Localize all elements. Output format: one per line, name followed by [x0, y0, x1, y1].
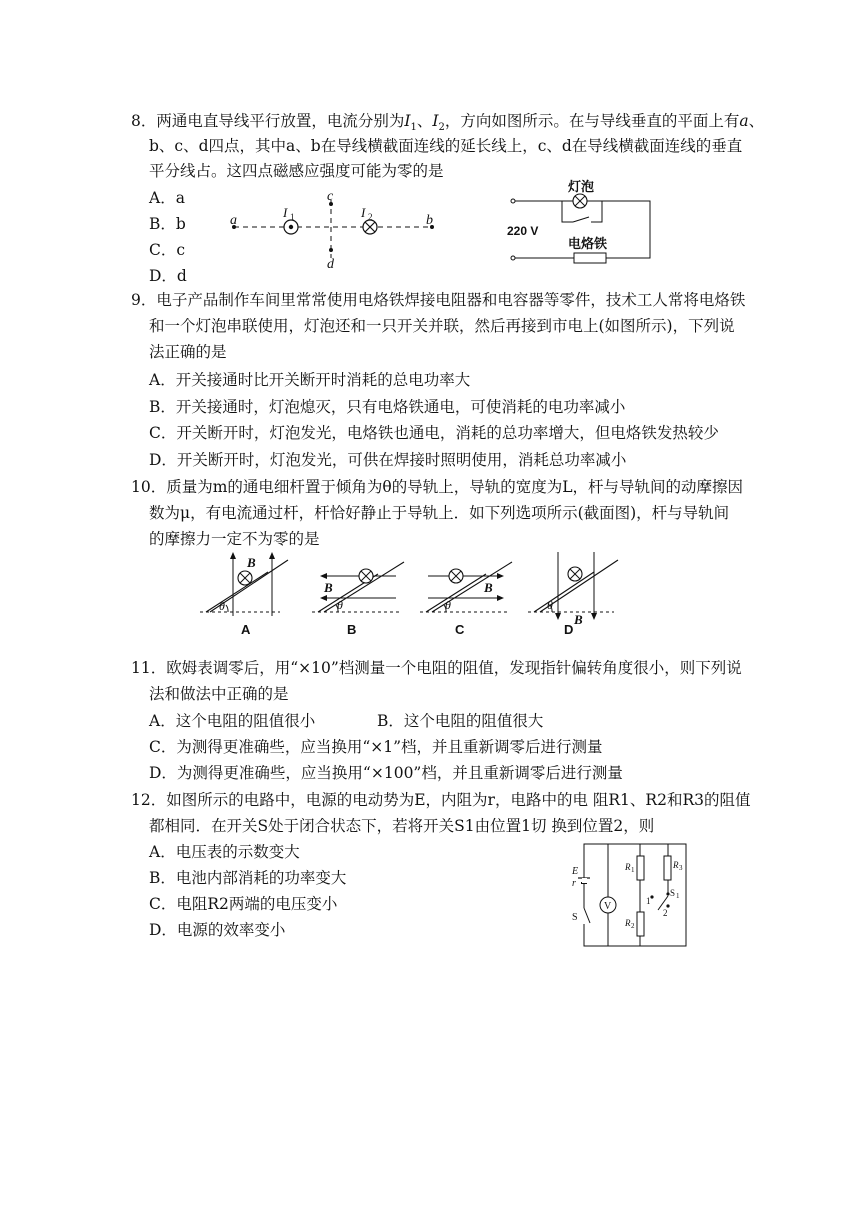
q12-option-a: A．电压表的示数变大 [149, 843, 300, 861]
svg-text:1: 1 [631, 866, 635, 874]
q10-line-3: 的摩擦力一定不为零的是 [149, 530, 320, 548]
q10-figure-b [312, 552, 412, 638]
fig-label-c: C [455, 622, 465, 637]
voltage-label: 220 V [507, 224, 539, 238]
q9-line-2: 和一个灯泡串联使用，灯泡还和一只开关并联，然后再接到市电上(如图所示)，下列说 [149, 317, 735, 335]
svg-text:B: B [484, 580, 493, 595]
q9-option-b: B．开关接通时，灯泡熄灭，只有电烙铁通电，可使消耗的电功率减小 [149, 398, 626, 416]
svg-text:θ: θ [547, 598, 553, 612]
switch-icon [573, 217, 589, 222]
label-b: b [426, 213, 433, 228]
resistor-r3 [664, 856, 671, 880]
q8-wires-figure [220, 186, 450, 272]
q12-option-b: B．电池内部消耗的功率变大 [149, 869, 347, 887]
q9-option-a: A．开关接通时比开关断开时消耗的总电功率大 [149, 371, 471, 389]
svg-text:B: B [247, 555, 256, 570]
q9-line-1: 9．电子产品制作车间里常常使用电烙铁焊接电阻器和电容器等零件，技术工人常将电烙铁 [131, 291, 746, 309]
svg-text:2: 2 [663, 908, 668, 918]
q8-option-a: A．a [149, 189, 185, 207]
q11-option-d: D．为测得更准确些，应当换用“×100”档，并且重新调零后进行测量 [149, 764, 623, 782]
q10-figure-a [200, 552, 290, 638]
svg-text:1: 1 [290, 212, 295, 222]
label-d: d [327, 257, 334, 272]
svg-text:θ: θ [337, 598, 343, 612]
q11-line-1: 11．欧姆表调零后，用“×10”档测量一个电阻的阻值，发现指针偏转角度很小，则下列说 [131, 659, 742, 677]
q8-option-d: D．d [149, 267, 187, 285]
q10-line-2: 数为μ，有电流通过杆，杆恰好静止于导轨上．如下列选项所示(截面图)，杆与导轨间 [149, 504, 730, 522]
q8-line-2: b、c、d四点，其中a、b在导线横截面连线的延长线上，c、d在导线横截面连线的垂直 [149, 137, 743, 155]
label-a: a [230, 213, 237, 228]
q10-line-1: 10．质量为m的通电细杆置于倾角为θ的导轨上，导轨的宽度为L，杆与导轨间的动摩擦因 [131, 478, 744, 496]
resistor-r2 [637, 912, 644, 936]
lamp-label: 灯泡 [568, 179, 595, 194]
svg-text:S: S [572, 912, 578, 923]
svg-text:1: 1 [676, 892, 680, 900]
q11-line-2: 法和做法中正确的是 [149, 685, 289, 703]
q11-option-c: C．为测得更准确些，应当换用“×1”档，并且重新调零后进行测量 [149, 738, 603, 756]
label-c: c [327, 189, 334, 204]
svg-text:S: S [670, 888, 676, 898]
iron-label: 电烙铁 [568, 236, 608, 251]
svg-text:R: R [625, 862, 631, 872]
svg-text:θ: θ [445, 598, 451, 612]
svg-text:r: r [572, 878, 576, 889]
q12-line-2: 都相同．在开关S处于闭合状态下，若将开关S1由位置1切 换到位置2，则 [149, 817, 655, 835]
q9-line-3: 法正确的是 [149, 343, 227, 361]
fig-label-b: B [347, 622, 357, 637]
svg-text:3: 3 [679, 864, 683, 872]
svg-text:V: V [604, 901, 612, 912]
svg-text:2: 2 [368, 212, 373, 222]
q8-option-b: B．b [149, 215, 186, 233]
q11-option-a: A．这个电阻的阻值很小 [149, 712, 316, 730]
svg-text:R: R [625, 918, 631, 928]
svg-text:θ: θ [219, 599, 225, 613]
q10-figure-d [528, 552, 623, 638]
svg-text:B: B [324, 580, 333, 595]
svg-text:B: B [574, 612, 583, 627]
q11-option-b: B．这个电阻的阻值很大 [377, 712, 544, 730]
q9-option-d: D．开关断开时，灯泡发光，可供在焊接时照明使用，消耗总功率减小 [149, 451, 627, 469]
fig-label-a: A [241, 622, 251, 637]
svg-text:E: E [572, 866, 579, 877]
q12-option-d: D．电源的效率变小 [149, 921, 286, 939]
svg-text:R: R [673, 860, 679, 870]
q8-line-3: 平分线占。这四点磁感应强度可能为零的是 [149, 162, 444, 180]
point-d [329, 248, 333, 252]
q12-line-1: 12．如图所示的电路中，电源的电动势为E，内阻为r，电路中的电 阻R1、R2和R3的阻值 [131, 791, 751, 809]
svg-text:2: 2 [631, 922, 635, 930]
q8-line-1: 8．两通电直导线平行放置，电流分别为$I_1$、$I_2$，方向如图所示。在与导线垂直的平面上有a、 [131, 112, 765, 134]
fig-label-d: D [564, 622, 574, 637]
label-I1: I [283, 205, 288, 220]
q10-figure-c [420, 552, 520, 638]
soldering-iron-resistor [574, 253, 606, 263]
q8-option-c: C．c [149, 241, 186, 259]
q12-option-c: C．电阻R2两端的电压变小 [149, 895, 338, 913]
q12-circuit-figure [560, 838, 700, 950]
q9-circuit-figure [504, 178, 654, 270]
svg-text:1: 1 [646, 896, 651, 906]
resistor-r1 [637, 856, 644, 880]
label-I2: I [361, 205, 366, 220]
q9-option-c: C．开关断开时，灯泡发光，电烙铁也通电，消耗的总功率增大，但电烙铁发热较少 [149, 424, 719, 442]
